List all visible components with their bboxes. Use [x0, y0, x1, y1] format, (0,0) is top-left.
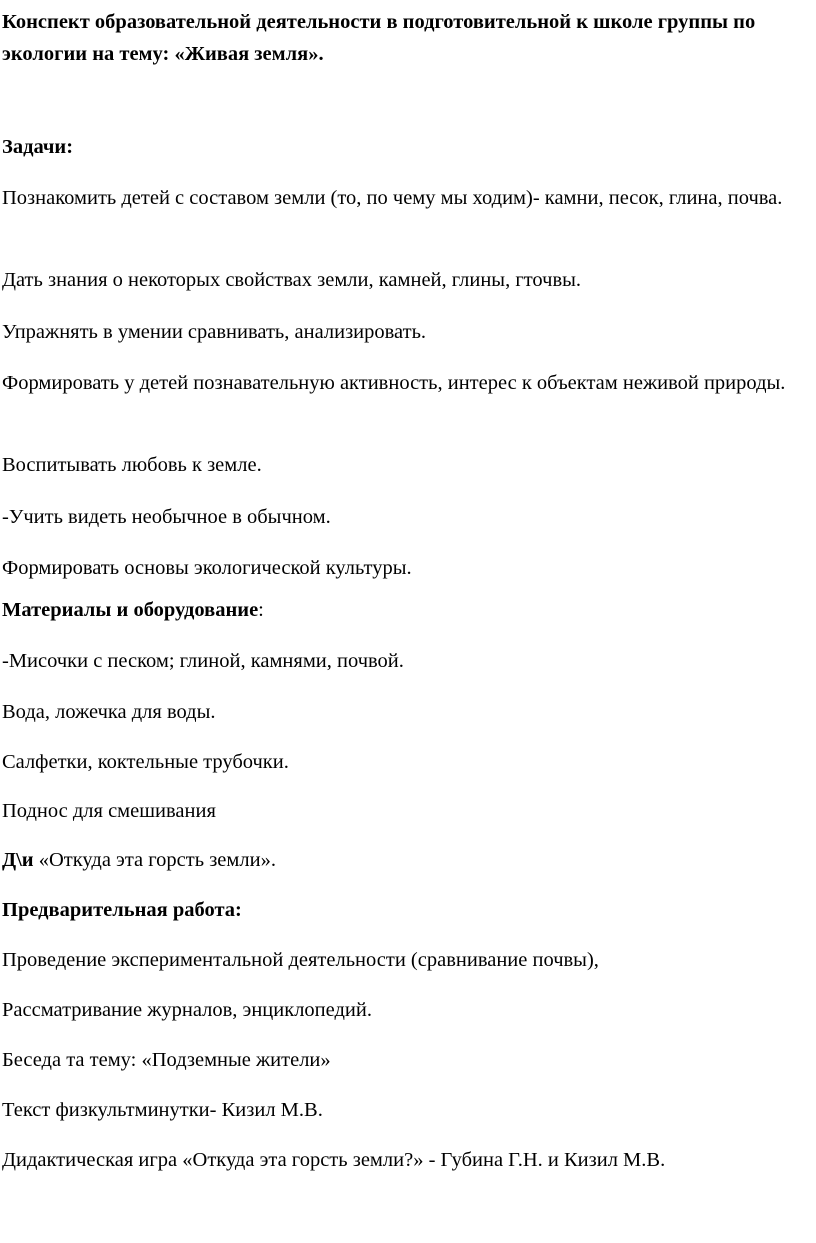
preliminary-heading: [2, 896, 242, 924]
task-item: Формировать основы экологической культуры.: [2, 557, 412, 579]
material-item: Вода, ложечка для воды.: [2, 701, 216, 723]
task-item: Формировать у детей познавательную активность, интерес к объектам неживой природы.: [2, 372, 786, 394]
task-item: -Учить видеть необычное в обычном.: [2, 506, 331, 528]
preliminary-item: Текст физкультминутки- Кизил М.В.: [2, 1099, 323, 1121]
materials-heading-text: Материалы и оборудование: [2, 599, 259, 621]
materials-heading-colon: :: [258, 599, 264, 621]
material-game-item: [2, 846, 808, 874]
preliminary-item: Беседа та тему: «Подземные жители»: [2, 1049, 331, 1071]
preliminary-heading-text: Предварительная работа:: [2, 899, 242, 921]
material-item: Салфетки, коктельные трубочки.: [2, 751, 289, 773]
game-prefix: Д\и: [2, 849, 34, 871]
task-item: Дать знания о некоторых свойствах земли, камней, глины, гточвы.: [2, 269, 582, 291]
preliminary-item: Проведение экспериментальной деятельности (сравнивание почвы),: [2, 949, 599, 971]
document-title: Конспект образовательной деятельности в подготовительной к школе группы по экологии на тему: «Живая земля».: [2, 11, 756, 65]
tasks-heading: [2, 133, 73, 161]
material-item: Поднос для смешивания: [2, 800, 216, 822]
game-text: «Откуда эта горсть земли».: [33, 849, 276, 871]
task-item: Упражнять в умении сравнивать, анализировать.: [2, 321, 427, 343]
task-item: Воспитывать любовь к земле.: [2, 454, 262, 476]
task-item: Познакомить детей с составом земли (то, по чему мы ходим)- камни, песок, глина, почва.: [2, 187, 783, 209]
material-item: -Мисочки с песком; глиной, камнями, почвой.: [2, 650, 404, 672]
preliminary-item: Рассматривание журналов, энциклопедий.: [2, 999, 372, 1021]
preliminary-item: Дидактическая игра «Откуда эта горсть земли?» - Губина Г.Н. и Кизил М.В.: [2, 1149, 666, 1171]
tasks-heading-text: Задачи:: [2, 136, 74, 158]
materials-heading: [2, 596, 264, 624]
